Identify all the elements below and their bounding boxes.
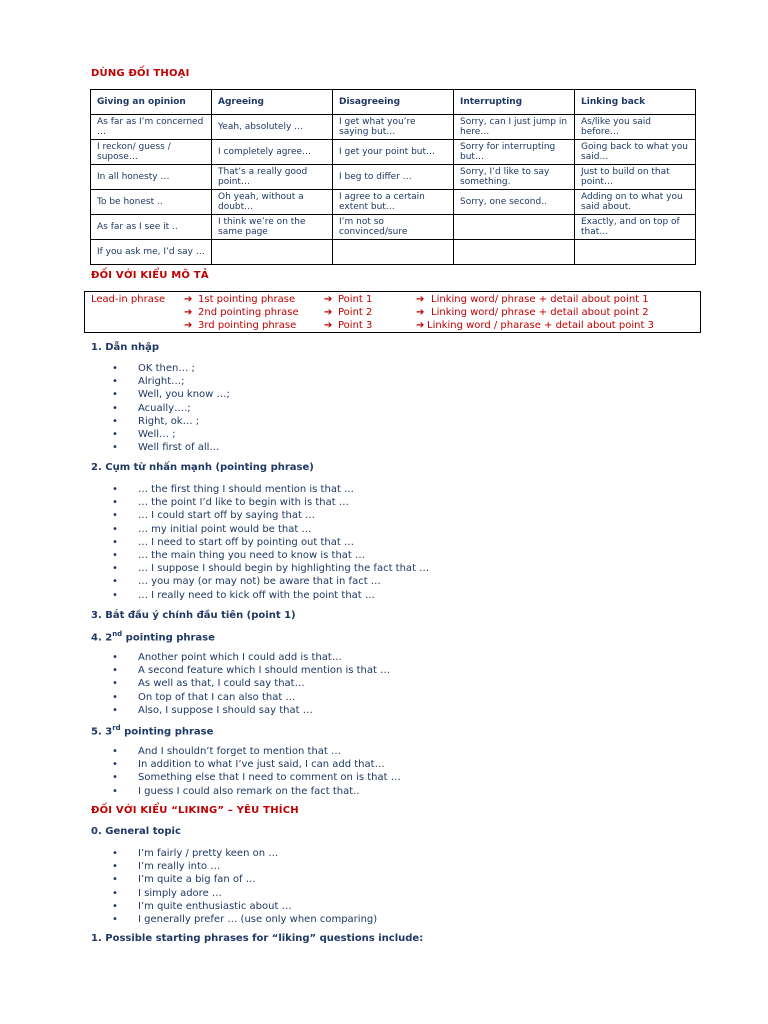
lead-in-label: Lead-in phrase: [91, 294, 166, 305]
linking-1: Linking word/ phrase + detail about point 1: [431, 294, 649, 305]
table-cell: [333, 240, 454, 265]
section-title-2nd-pointing: [91, 630, 215, 643]
linking-2: Linking word/ phrase + detail about point 2: [431, 307, 649, 318]
table-cell: Just to build on that point…: [575, 165, 696, 190]
table-cell: I reckon/ guess / supose…: [91, 140, 212, 165]
list-item: • Well first of all…: [112, 441, 230, 454]
table-cell: I beg to differ …: [333, 165, 454, 190]
table-row: [91, 190, 696, 215]
arrow-icon: ➔: [324, 320, 333, 331]
list-item: • … I suppose I should begin by highlighting the fact that …: [112, 562, 429, 575]
dialogue-table: [90, 89, 696, 265]
list-item: • Right, ok… ;: [112, 415, 230, 428]
table-cell: Adding on to what you said about.: [575, 190, 696, 215]
table-header-row: [91, 90, 696, 115]
list-item: • … my initial point would be that …: [112, 523, 429, 536]
list-item: • In addition to what I’ve just said, I can add that…: [112, 758, 401, 771]
section-title-part: pointing phrase: [122, 632, 215, 644]
list-lead-in: [112, 362, 230, 454]
list-item: • … I really need to kick off with the point that …: [112, 589, 429, 602]
table-cell: Sorry for interrupting but…: [454, 140, 575, 165]
table-cell: [212, 240, 333, 265]
arrow-icon: ➔: [324, 294, 333, 305]
table-cell: As far as I’m concerned …: [91, 115, 212, 140]
point-1: Point 1: [338, 294, 373, 305]
list-item: • A second feature which I should mention is that …: [112, 664, 390, 677]
header-agreeing: Agreeing: [212, 90, 333, 115]
pointing-phrase-3: 3rd pointing phrase: [198, 320, 297, 331]
linking-3: Linking word / pharase + detail about point 3: [427, 320, 654, 331]
table-row: [91, 140, 696, 165]
list-item: • OK then… ;: [112, 362, 230, 375]
list-item: • I guess I could also remark on the fact that..: [112, 785, 401, 798]
arrow-icon: ➔: [416, 307, 425, 318]
table-cell: Sorry, one second..: [454, 190, 575, 215]
table-cell: [454, 215, 575, 240]
ordinal-suffix: rd: [112, 724, 121, 732]
arrow-icon: ➔: [184, 320, 193, 331]
table-cell: Going back to what you said…: [575, 140, 696, 165]
table-cell: I’m not so convinced/sure: [333, 215, 454, 240]
list-item: • I’m really into …: [112, 860, 377, 873]
section-title-point-1: 3. Bắt đầu ý chính đầu tiên (point 1): [91, 610, 296, 621]
arrow-icon: ➔: [416, 320, 425, 331]
list-3rd-pointing: [112, 745, 401, 798]
heading-liking: ĐỐI VỚI KIỂU “LIKING” – YÊU THÍCH: [91, 805, 299, 816]
list-item: • … the point I’d like to begin with is that …: [112, 496, 429, 509]
point-2: Point 2: [338, 307, 373, 318]
header-disagreeing: Disagreeing: [333, 90, 454, 115]
table-cell: In all honesty …: [91, 165, 212, 190]
table-cell: Sorry, can I just jump in here…: [454, 115, 575, 140]
list-pointing-phrase: [112, 483, 429, 602]
list-item: • … the first thing I should mention is that …: [112, 483, 429, 496]
list-item: • … you may (or may not) be aware that in fact …: [112, 575, 429, 588]
table-cell: Exactly, and on top of that…: [575, 215, 696, 240]
table-cell: I think we’re on the same page: [212, 215, 333, 240]
table-row: [91, 240, 696, 265]
list-item: • I simply adore …: [112, 887, 377, 900]
table-cell: That’s a really good point…: [212, 165, 333, 190]
list-item: • I’m quite enthusiastic about …: [112, 900, 377, 913]
arrow-icon: ➔: [324, 307, 333, 318]
list-2nd-pointing: [112, 651, 390, 717]
table-cell: As far as I see it ..: [91, 215, 212, 240]
table-cell: [575, 240, 696, 265]
list-item: • Acually….;: [112, 402, 230, 415]
table-cell: Sorry, I’d like to say something.: [454, 165, 575, 190]
point-3: Point 3: [338, 320, 373, 331]
table-cell: I get your point but…: [333, 140, 454, 165]
list-item: • Well, you know …;: [112, 388, 230, 401]
section-title-starting-phrases: 1. Possible starting phrases for “liking” questions include:: [91, 933, 424, 944]
list-item: • … I need to start off by pointing out that …: [112, 536, 429, 549]
pointing-phrase-1: 1st pointing phrase: [198, 294, 296, 305]
list-item: • … I could start off by saying that …: [112, 509, 429, 522]
list-item: • Another point which I could add is that…: [112, 651, 390, 664]
arrow-icon: ➔: [416, 294, 425, 305]
list-item: • As well as that, I could say that…: [112, 677, 390, 690]
arrow-icon: ➔: [184, 307, 193, 318]
list-item: • On top of that I can also that …: [112, 691, 390, 704]
list-item: • I’m quite a big fan of …: [112, 873, 377, 886]
section-title-part: pointing phrase: [120, 726, 214, 738]
table-row: [91, 165, 696, 190]
table-cell: To be honest ..: [91, 190, 212, 215]
ordinal-suffix: nd: [112, 630, 123, 638]
header-linking-back: Linking back: [575, 90, 696, 115]
table-cell: If you ask me, I’d say …: [91, 240, 212, 265]
heading-describe: ĐỐI VỚI KIỂU MÔ TẢ: [91, 270, 209, 281]
list-item: • Something else that I need to comment on is that …: [112, 771, 401, 784]
section-title-pointing-phrase: 2. Cụm từ nhấn mạnh (pointing phrase): [91, 462, 314, 473]
table-cell: [454, 240, 575, 265]
header-interrupting: Interrupting: [454, 90, 575, 115]
list-item: • And I shouldn’t forget to mention that …: [112, 745, 401, 758]
header-giving-opinion: Giving an opinion: [91, 90, 212, 115]
arrow-icon: ➔: [184, 294, 193, 305]
table-cell: As/like you said before…: [575, 115, 696, 140]
list-item: • … the main thing you need to know is that …: [112, 549, 429, 562]
heading-dialogue: DÙNG ĐỐI THOẠI: [91, 68, 190, 79]
list-item: • Well… ;: [112, 428, 230, 441]
section-title-part: 4. 2: [91, 632, 113, 644]
section-title-part: 5. 3: [91, 726, 113, 738]
table-cell: I agree to a certain extent but…: [333, 190, 454, 215]
table-cell: Yeah, absolutely …: [212, 115, 333, 140]
table-row: [91, 115, 696, 140]
table-cell: I completely agree…: [212, 140, 333, 165]
describe-structure-box: [84, 291, 701, 333]
list-item: • Also, I suppose I should say that …: [112, 704, 390, 717]
section-title-general-topic: 0. General topic: [91, 826, 181, 837]
table-row: [91, 215, 696, 240]
list-item: • Alright…;: [112, 375, 230, 388]
section-title-lead-in: 1. Dẫn nhập: [91, 342, 160, 353]
table-cell: I get what you’re saying but…: [333, 115, 454, 140]
list-general-topic: [112, 847, 377, 926]
list-item: • I’m fairly / pretty keen on …: [112, 847, 377, 860]
list-item: • I generally prefer … (use only when comparing): [112, 913, 377, 926]
pointing-phrase-2: 2nd pointing phrase: [198, 307, 299, 318]
section-title-3rd-pointing: [91, 724, 213, 737]
table-cell: Oh yeah, without a doubt…: [212, 190, 333, 215]
